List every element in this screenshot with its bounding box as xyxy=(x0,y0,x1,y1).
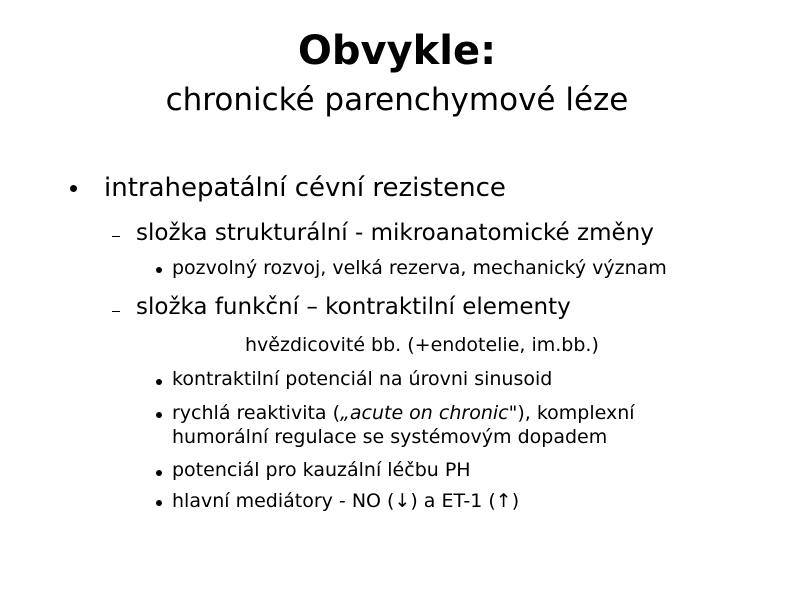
arrow-down-icon: ↓ xyxy=(394,490,411,512)
bullet-functional: složka funkční – kontraktilní elementy xyxy=(136,294,571,320)
bullet-structural-detail: pozvolný rozvoj, velká rezerva, mechanický význam xyxy=(172,257,667,279)
bullet-f4 xyxy=(172,490,519,512)
dash-bullet xyxy=(112,311,120,312)
bullet-f1: kontraktilní potenciál na úrovni sinusoid xyxy=(172,368,553,390)
bullet-dot xyxy=(156,470,162,476)
bullet-dot xyxy=(156,267,162,273)
dash-bullet xyxy=(112,236,120,237)
functional-note: hvězdicovité bb. (+endotelie, im.bb.) xyxy=(245,334,599,356)
f4-pre: hlavní mediátory - NO ( xyxy=(172,490,395,512)
f2-pre: rychlá reaktivita ( xyxy=(172,402,341,424)
bullet-structural: složka strukturální - mikroanatomické změny xyxy=(136,220,654,246)
bullet-f2 xyxy=(172,402,635,424)
bullet-f3: potenciál pro kauzální léčbu PH xyxy=(172,459,471,481)
bullet-dot xyxy=(156,379,162,385)
f4-post: ) xyxy=(511,490,520,512)
bullet-dot xyxy=(70,185,77,192)
arrow-up-icon: ↑ xyxy=(495,490,512,512)
slide-subtitle: chronické parenchymové léze xyxy=(165,82,629,118)
f2-italic: „acute on chronic xyxy=(340,402,509,424)
bullet-dot xyxy=(156,500,162,506)
bullet-f2-line2: humorální regulace se systémovým dopadem xyxy=(172,426,608,448)
f2-post: "), komplexní xyxy=(508,402,635,424)
f4-mid: ) a ET-1 ( xyxy=(410,490,496,512)
bullet-dot xyxy=(156,412,162,418)
bullet-level1: intrahepatální cévní rezistence xyxy=(104,173,506,203)
slide-title: Obvykle: xyxy=(297,28,497,74)
